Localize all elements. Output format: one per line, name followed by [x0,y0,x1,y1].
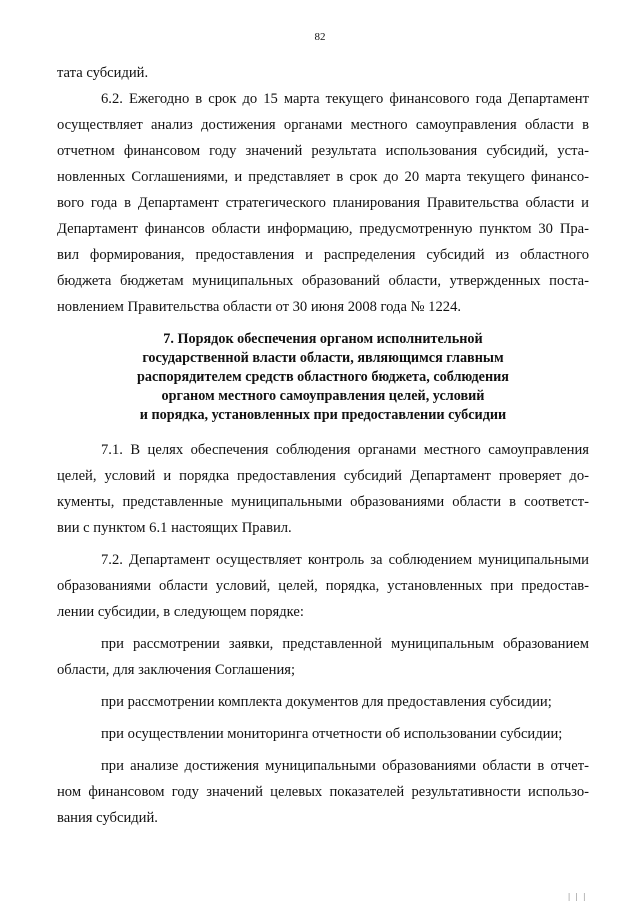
text-line: отчетном финансовом году значений результата использования субсидий, уста- [57,143,589,159]
section-7-heading [57,330,589,425]
text-line: осуществляет анализ достижения органами местного самоуправления области в [57,117,589,133]
list-item [57,753,589,831]
list-item [57,631,589,683]
heading-line: 7. Порядок обеспечения органом исполнительной [163,331,483,347]
page-number: 82 [314,31,326,43]
document-body [57,60,589,831]
heading-line: и порядка, установленных при предоставлении субсидии [139,407,507,423]
text-line: при анализе достижения муниципальными образованиями области в отчет- [101,758,589,774]
list-item [57,721,589,747]
text-line: кументы, представленные муниципальными образованиями области в соответст- [57,494,589,510]
text-line: вого года в Департамент стратегического планирования Правительства области и [57,195,589,211]
continuation-line: тата субсидий. [57,65,149,81]
corner-mark: | | | [568,892,587,901]
text-line: 7.1. В целях обеспечения соблюдения органами местного самоуправления [101,442,589,458]
text-line: вил формирования, предоставления и распределения субсидий из областного [57,247,589,263]
text-line: 7.2. Департамент осуществляет контроль за соблюдением муниципальными [101,552,589,568]
text-line: бюджета бюджетам муниципальных образований области, утвержденных поста- [57,273,589,289]
text-line: лении субсидии, в следующем порядке: [57,604,304,620]
heading-line: органом местного самоуправления целей, условий [161,388,485,404]
text-line: новленных Соглашениями, и представляет в срок до 20 марта текущего финансо- [57,169,589,185]
list-item [57,689,589,715]
text-line: ном финансовом году значений целевых показателей результативности использо- [57,784,589,800]
text-line: вии с пунктом 6.1 настоящих Правил. [57,520,292,536]
text-line: целей, условий и порядка предоставления субсидий Департамент проверяет до- [57,468,589,484]
text-line: при осуществлении мониторинга отчетности об использовании субсидии; [101,726,563,742]
text-line: области, для заключения Соглашения; [57,662,296,678]
text-line: образованиями области условий, целей, порядка, установленных при предостав- [57,578,589,594]
paragraph-7-2 [57,547,589,625]
paragraph-6-2 [57,86,589,320]
text-line: новлением Правительства области от 30 июня 2008 года № 1224. [57,299,462,315]
paragraph-7-1 [57,437,589,541]
text-line: при рассмотрении заявки, представленной муниципальным образованием [101,636,589,652]
heading-line: государственной власти области, являющимся главным [142,350,504,366]
text-line: Департамент финансов области информацию, предусмотренную пунктом 30 Пра- [57,221,589,237]
text-line: при рассмотрении комплекта документов для предоставления субсидии; [101,694,552,710]
heading-line: распорядителем средств областного бюджета, соблюдения [137,369,509,385]
text-line: 6.2. Ежегодно в срок до 15 марта текущего финансового года Департамент [101,91,589,107]
text-line: вания субсидий. [57,810,158,826]
